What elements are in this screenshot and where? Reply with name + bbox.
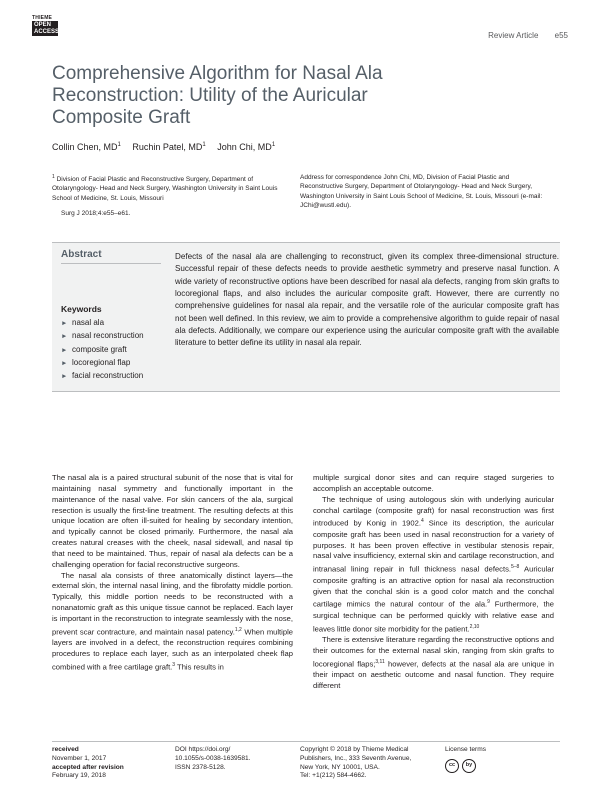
keyword-item: ► nasal reconstruction: [61, 330, 144, 343]
keyword-item: ► locoregional flap: [61, 357, 144, 370]
article-type: Review Article: [488, 31, 539, 40]
affiliation: $^1$ Division of Facial Plastic and Reconstructive Surgery, Department of Otolaryngology- Head and Neck Surgery, Washington University in Saint Louis School of Medicine, St. Louis, Missouri: [52, 174, 278, 202]
received-dates: received November 1, 2017 accepted after revision February 19, 2018: [52, 746, 124, 780]
thieme-open-access-logo: [32, 15, 58, 36]
keyword-item: ► nasal ala: [61, 317, 144, 330]
publisher-name: THIEME: [32, 15, 53, 21]
license-terms: [445, 746, 555, 773]
copyright-notice: Copyright © 2018 by Thieme Medical Publishers, Inc., 333 Seventh Avenue, New York, NY 10001, USA. Tel: +1(212) 584-4662.: [300, 746, 412, 780]
keywords-heading: Keywords: [61, 304, 102, 314]
keyword-item: ► composite graft: [61, 344, 144, 357]
body-column-right: [313, 473, 554, 692]
author-name: John Chi, MD: [217, 142, 272, 152]
author-name: Ruchin Patel, MD: [132, 142, 203, 152]
arrow-icon: ►: [61, 359, 68, 367]
arrow-icon: ►: [61, 346, 68, 354]
author-name: Collin Chen, MD: [52, 142, 118, 152]
page-number: e55: [554, 31, 568, 40]
arrow-icon: ►: [61, 320, 68, 327]
keyword-list: [61, 317, 144, 383]
attribution-icon: by: [462, 759, 476, 773]
body-column-left: [52, 473, 293, 673]
open-access-badge: OPEN ACCESS: [34, 22, 60, 35]
doi-info: DOI https://doi.org/ 10.1055/s-0038-1639581. ISSN 2378-5128.: [175, 746, 295, 772]
abstract-divider: [61, 263, 161, 264]
body-paragraph: The technique of using autologous skin with underlying auricular conchal cartilage (composite graft) for nasal reconstruction was first introduced by Konig in 1902.$^4$ Since its description, the auricular composite graft has been used in nasal reconstruction for a variety of purposes. It has been proven effective in vestibular stenosis repair, nasal valve insufficiency, external skin and cartilage reconstruction, and intranasal lining repair in full thickness nasal defects.$^{5-8}$ Auricular composite grafting is an attractive option for nasal ala reconstruction given that the conchal skin is a good color match and the conchal cartilage mimics the natural contour of the ala.$^9$ Furthermore, the surgical technique can be performed quickly with relative ease and leaves little donor site morbidity for the patient.$^{2,10}$: [313, 494, 554, 634]
abstract-text: Defects of the nasal ala are challenging to reconstruct, given its complex three-dimensional structure. Successful repair of these defects needs to provide aesthetic symmetry and preserve nasal function. A wide variety of reconstructive options have been described for nasal ala defects, ranging from skin grafts to locoregional flaps, and also includes the auricular composite graft. However, there are currently no comprehensive guidelines for nasal ala repair, and the versatile role of the auricular composite graft has not been well defined. In this review, we aim to provide a comprehensive algorithm to guide repair of nasal ala defects. Additionally, we compare our experience using the auricular composite graft with the available literature to better define its utility in nasal ala repair.: [175, 252, 559, 348]
footer-divider: [52, 741, 560, 742]
body-paragraph: There is extensive literature regarding the reconstructive options and their outcomes for the external nasal skin, ranging from skin grafts to locoregional flaps;$^{3,11}$ however, defects at the nasal ala are unique in their impact on aesthetic outcome and nasal function. They require different: [313, 634, 555, 690]
correspondence-address: Address for correspondence John Chi, MD, Division of Facial Plastic and Reconstructive Surgery, Department of Otolaryngology- Head and Neck Surgery, Washington University in Saint Louis School of Medicine, St. Louis, Missouri (e-mail: JChi@wustl.edu).: [300, 174, 543, 209]
journal-citation: Surg J 2018;4:e55–e61.: [61, 210, 131, 217]
doi-link[interactable]: DOI https://doi.org/: [175, 746, 231, 753]
running-header: [474, 31, 568, 40]
body-paragraph: The nasal ala is a paired structural subunit of the nose that is vital for maintaining nasal symmetry and functionally important in the maintenance of the nasal valve. For skin cancers of the ala, surgical resection is usually the first-line treatment. The resulting defects at this unique location are often ill-suited for healing by secondary intention, and typically cannot be closed primarily. Furthermore, the nasal ala creates natural creases with the cheek, nasal sidewall, and nasal tip that need to be maintained. Thus, repair of nasal ala defects can be a challenging operation for facial reconstructive surgeons.: [52, 473, 293, 569]
abstract-heading: Abstract: [61, 249, 102, 260]
keyword-item: ► facial reconstruction: [61, 370, 144, 383]
article-title: Comprehensive Algorithm for Nasal Ala Reconstruction: Utility of the Auricular Composite Graft: [52, 63, 383, 128]
body-paragraph: multiple surgical donor sites and can require staged surgeries to accomplish an acceptable outcome.: [313, 473, 554, 493]
correspondence-label: Address for correspondence: [300, 174, 382, 181]
cc-license-icons[interactable]: [445, 759, 555, 773]
creative-commons-icon: cc: [445, 759, 459, 773]
body-paragraph: The nasal ala consists of three anatomically distinct layers—the external skin, the internal nasal lining, and the fibrofatty middle portion. Typically, this middle portion needs to be reconstructed with a nonanatomic graft as this unique tissue cannot be replaced. Each layer is important in the reconstruction to integrate seamlessly with the nose, prevent scar contracture, and maintain nasal patency.$^{1,2}$ When multiple layers are involved in a defect, the reconstruction requires combining procedures to replace each layer, such as an interpolated cheek flap combined with a free cartilage graft.$^3$ This results in: [52, 570, 293, 672]
arrow-icon: ►: [61, 333, 68, 341]
author-list: Collin Chen, $MD^1$ Ruchin Patel, $MD^1$ John Chi, $MD^1$: [52, 142, 276, 152]
license-label: License terms: [445, 746, 487, 753]
arrow-icon: ►: [61, 373, 68, 381]
